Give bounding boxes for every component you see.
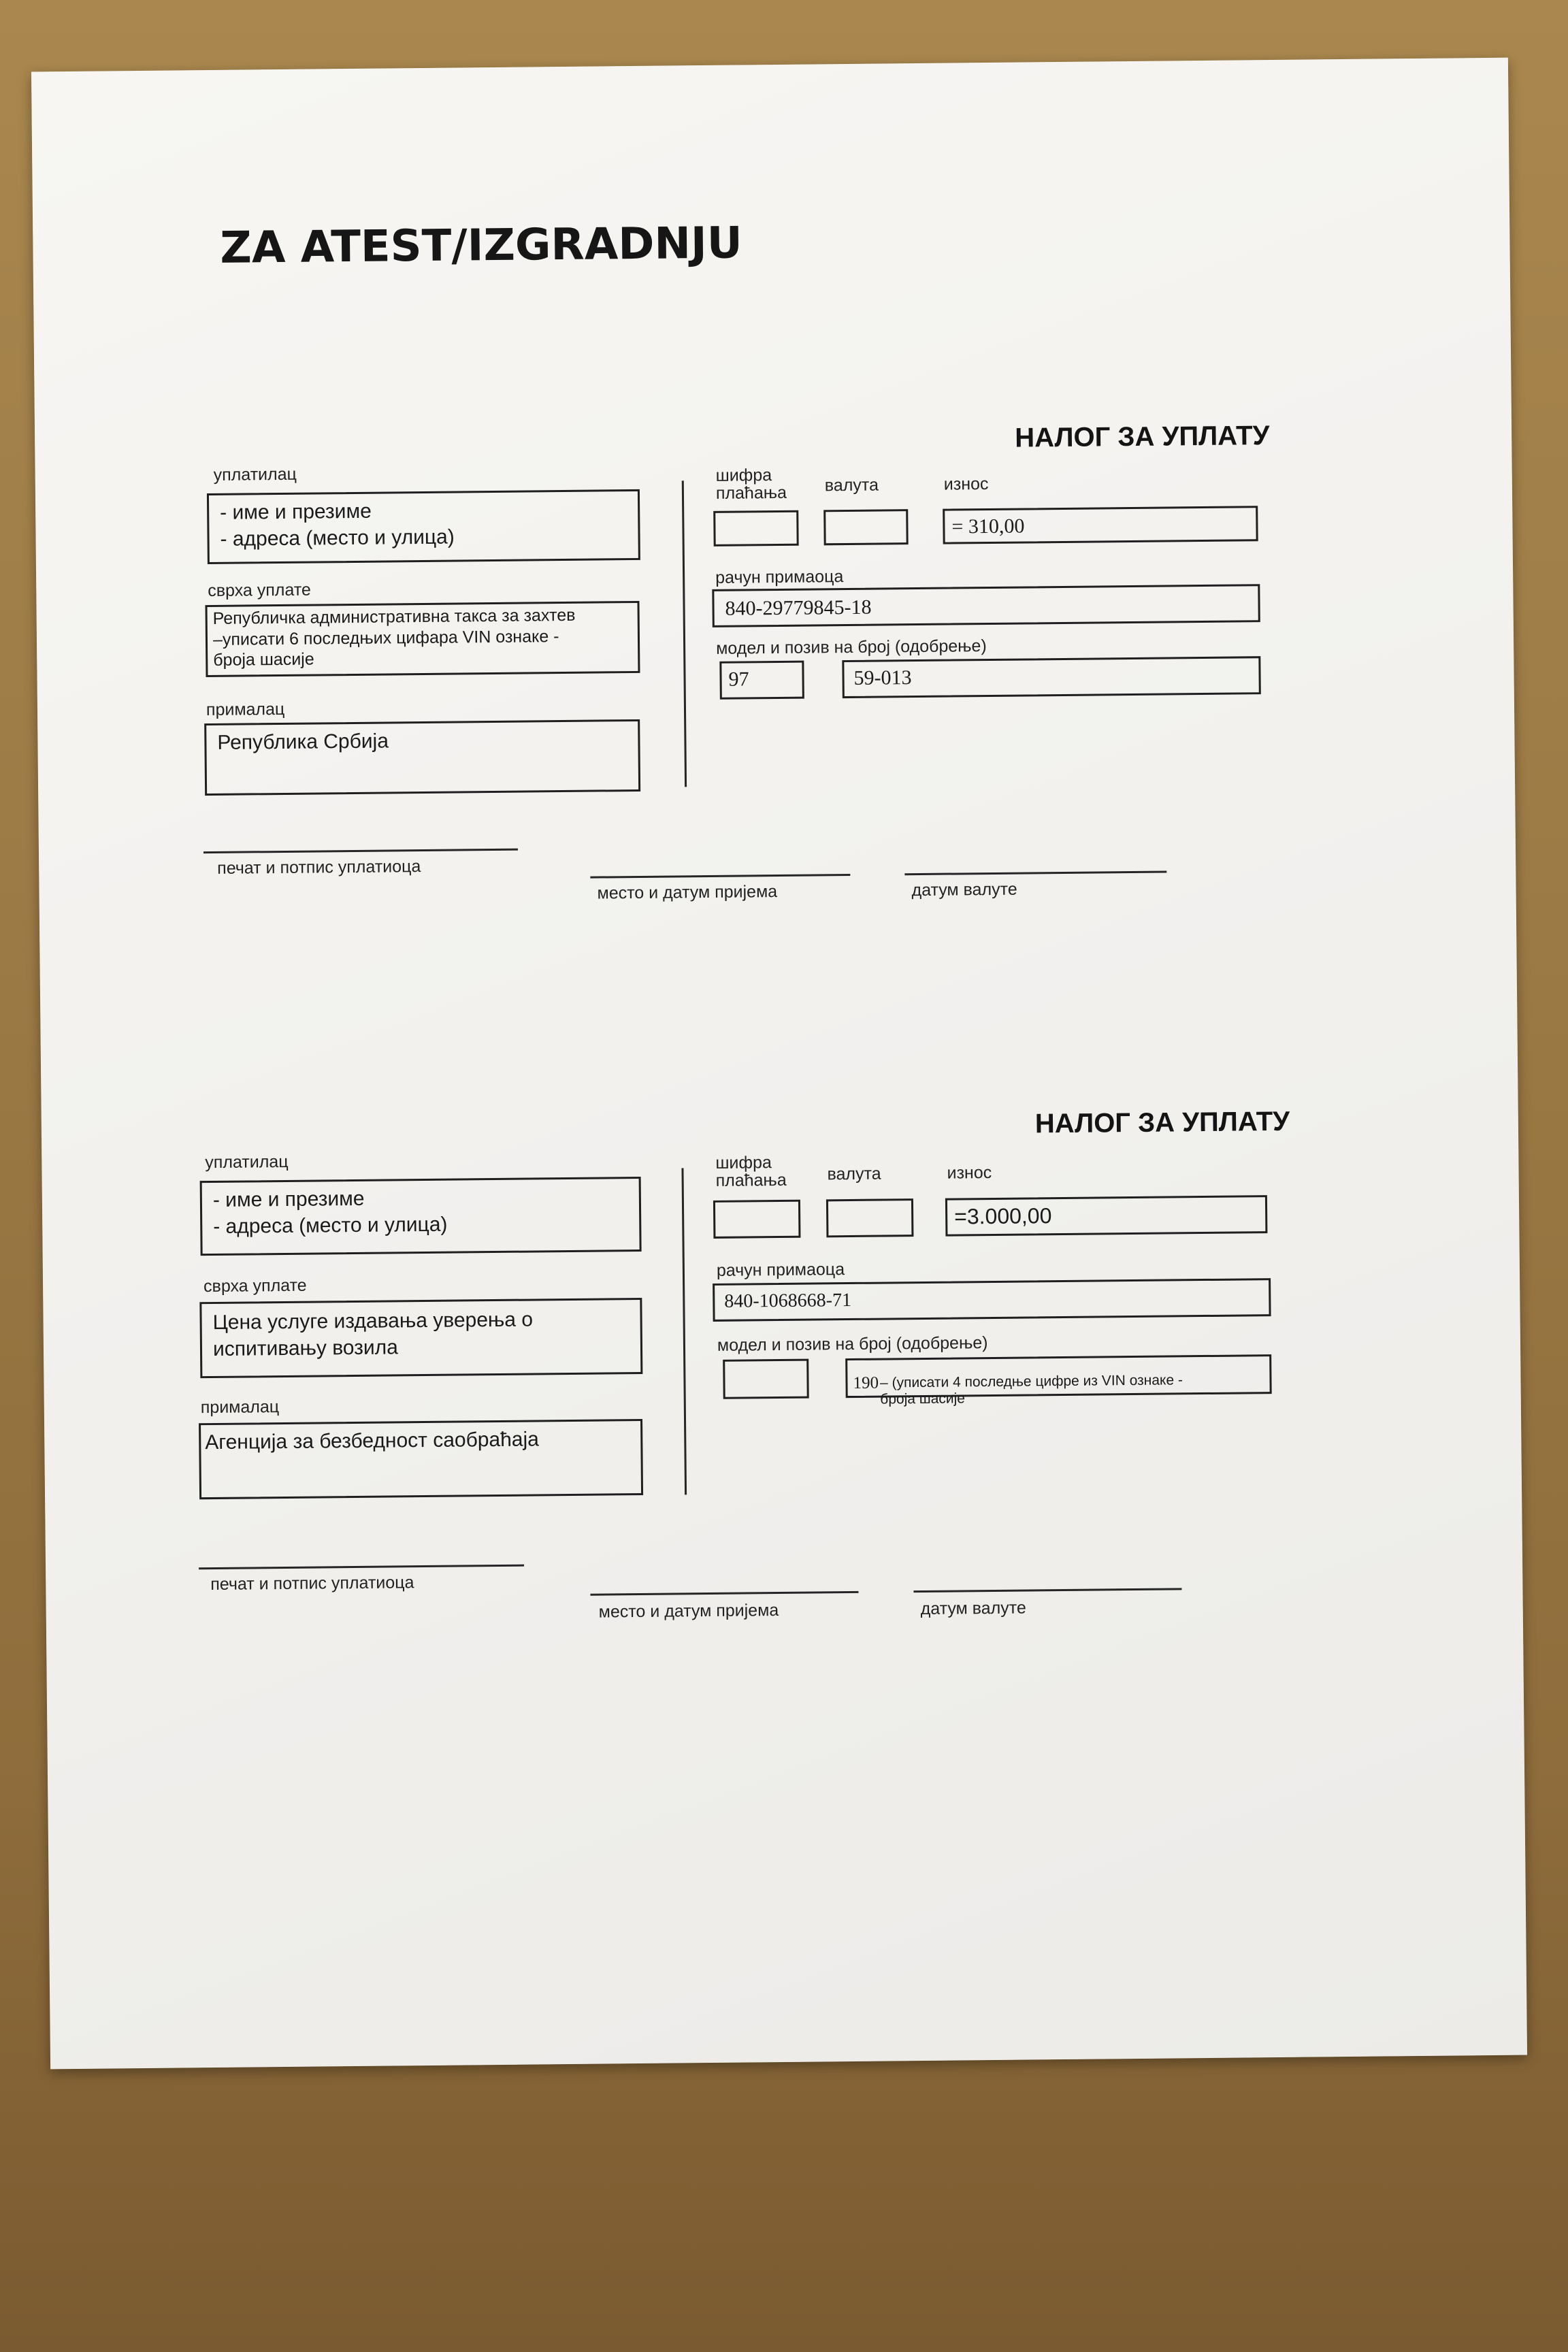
- value-date-line: [904, 871, 1166, 876]
- purpose-value: Републичка административна такса за захтев –уписати 6 последњих цифара VIN ознаке - броја шасије: [212, 605, 576, 670]
- recipient-field[interactable]: [204, 719, 640, 796]
- reference-value: 59-013: [853, 666, 912, 689]
- place-date-line: [590, 874, 850, 879]
- purpose-label: сврха уплате: [208, 580, 311, 601]
- payer-field[interactable]: [200, 1177, 642, 1256]
- account-value: 840-1068668-71: [724, 1289, 852, 1312]
- amount-label: износ: [943, 474, 989, 494]
- account-field[interactable]: [713, 1278, 1271, 1322]
- model-reference-label: модел и позив на број (одобрење): [716, 636, 987, 658]
- signature-label: печат и потпис уплатиоца: [217, 857, 421, 878]
- place-date-label: место и датум пријема: [598, 1601, 779, 1622]
- recipient-label: прималац: [200, 1397, 280, 1418]
- reference-note: – (уписати 4 последње цифре из VIN ознаке - броја шасије: [879, 1372, 1183, 1407]
- account-label: рачун примаоца: [716, 1260, 845, 1280]
- purpose-value: Цена услуге издавања уверења о испитивању возила: [212, 1308, 534, 1361]
- form-heading: НАЛОГ ЗА УПЛАТУ: [1034, 1106, 1290, 1139]
- value-date-line: [913, 1588, 1181, 1592]
- payment-order-form-1: [34, 350, 1517, 977]
- account-field[interactable]: [712, 584, 1260, 627]
- model-reference-label: модел и позив на број (одобрење): [717, 1333, 988, 1355]
- place-date-label: место и датум пријема: [597, 882, 778, 903]
- reference-value: 190: [853, 1373, 879, 1392]
- model-field[interactable]: [719, 661, 804, 700]
- amount-field[interactable]: [945, 1195, 1268, 1237]
- account-value: 840-29779845-18: [725, 595, 872, 620]
- recipient-label: прималац: [206, 699, 285, 720]
- signature-line: [199, 1565, 524, 1570]
- reference-field[interactable]: [845, 1354, 1272, 1407]
- amount-label: износ: [947, 1163, 992, 1183]
- model-field[interactable]: [723, 1359, 809, 1399]
- currency-field[interactable]: [826, 1198, 914, 1237]
- payment-code-label: шифра плаћања: [715, 466, 787, 504]
- payment-code-value: [715, 1202, 798, 1211]
- payment-code-value: [715, 512, 796, 521]
- model-value: [725, 1361, 806, 1370]
- signature-label: печат и потпис уплатиоца: [210, 1573, 414, 1595]
- payment-code-field[interactable]: [713, 510, 798, 546]
- payment-code-label: шифра плаћања: [715, 1153, 787, 1191]
- recipient-value: Агенција за безбедност саобраћаја: [205, 1428, 540, 1454]
- purpose-field[interactable]: [199, 1298, 642, 1378]
- currency-field[interactable]: [823, 509, 908, 545]
- purpose-field[interactable]: [205, 601, 640, 677]
- recipient-field[interactable]: [199, 1419, 643, 1499]
- reference-field[interactable]: [842, 656, 1261, 698]
- column-divider: [682, 480, 687, 787]
- recipient-value: Република Србија: [217, 730, 389, 754]
- payer-label: уплатилац: [213, 464, 297, 485]
- payment-order-form-2: [41, 1038, 1524, 1665]
- payer-value: - име и презиме - адреса (место и улица): [212, 1187, 448, 1238]
- amount-field[interactable]: [943, 506, 1258, 544]
- amount-value: =3.000,00: [953, 1203, 1052, 1229]
- payer-value: - име и презиме - адреса (место и улица): [220, 500, 455, 551]
- value-date-label: датум валуте: [911, 879, 1017, 900]
- purpose-label: сврха уплате: [203, 1275, 307, 1296]
- signature-line: [203, 849, 518, 853]
- paper-sheet: [31, 58, 1527, 2070]
- place-date-line: [590, 1591, 858, 1596]
- form-heading: НАЛОГ ЗА УПЛАТУ: [1014, 421, 1270, 453]
- currency-label: валута: [827, 1164, 881, 1184]
- document-title: ZA ATEST/IZGRADNJU: [220, 218, 743, 274]
- payment-code-field[interactable]: [713, 1200, 801, 1239]
- amount-value: = 310,00: [951, 514, 1025, 538]
- currency-value: [828, 1200, 911, 1209]
- currency-label: валута: [824, 475, 879, 495]
- reference-content: [853, 1371, 1183, 1408]
- account-label: рачун примаоца: [715, 567, 844, 587]
- payer-label: уплатилац: [205, 1152, 289, 1173]
- currency-value: [826, 511, 906, 520]
- model-value: 97: [728, 668, 749, 691]
- value-date-label: датум валуте: [920, 1598, 1026, 1619]
- column-divider: [681, 1168, 687, 1494]
- payer-field[interactable]: [207, 489, 640, 564]
